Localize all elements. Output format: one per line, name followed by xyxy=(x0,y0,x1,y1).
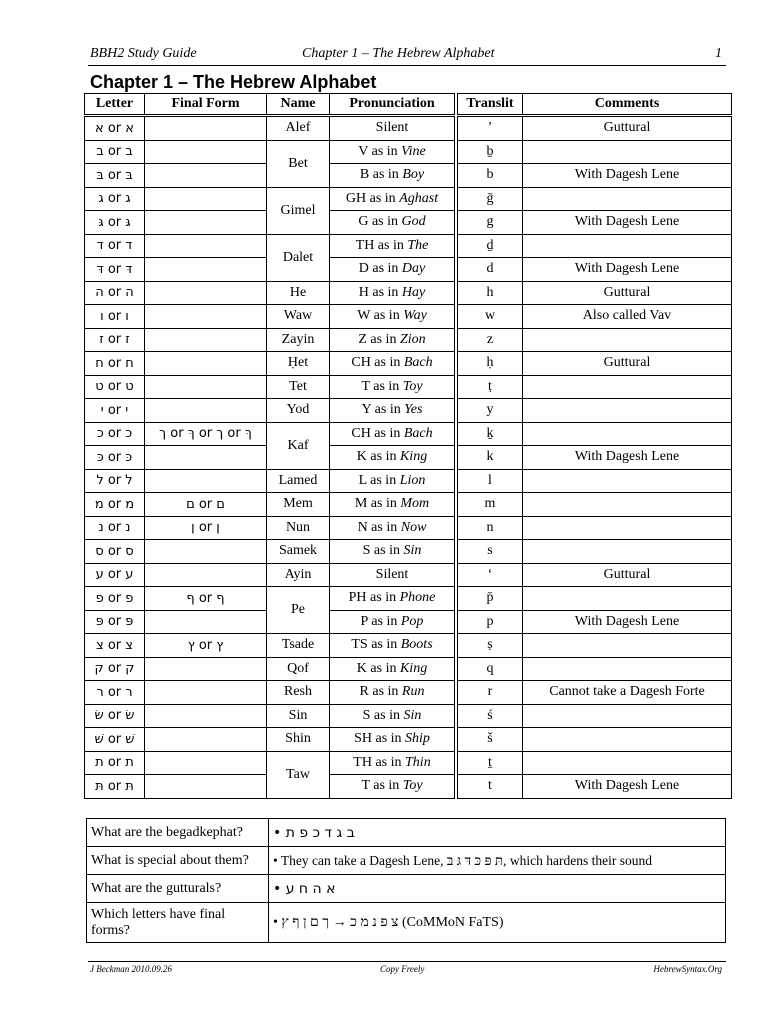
pronunciation-text: P as in xyxy=(360,613,401,629)
comment-cell xyxy=(523,328,732,352)
final-form-cell xyxy=(145,681,267,705)
qa-question: What is special about them? xyxy=(87,847,269,875)
pronunciation-cell xyxy=(330,516,455,540)
comment-cell xyxy=(523,422,732,446)
letter-cell: י or י xyxy=(85,399,145,423)
translit-cell: ḥ xyxy=(458,352,523,376)
final-form-cell xyxy=(145,164,267,188)
pronunciation-text: Y as in xyxy=(361,402,405,418)
translit-cell: g xyxy=(458,211,523,235)
letter-cell: שׁ or שׁ xyxy=(85,728,145,752)
comment-cell: With Dagesh Lene xyxy=(523,610,732,634)
comment-cell xyxy=(523,140,732,164)
comment-cell xyxy=(523,469,732,493)
letter-cell: גּ or גּ xyxy=(85,211,145,235)
pronunciation-example: Aghast xyxy=(399,190,439,206)
name-cell: Tet xyxy=(267,375,330,399)
qa-answer: • צ פ נ מ כ → ך ם ן ף ץ (CoMMoN FaTS) xyxy=(269,903,726,943)
pronunciation-text: D as in xyxy=(358,261,402,277)
pronunciation-cell xyxy=(330,469,455,493)
final-form-cell: ך or ךּ or ך or ךּ xyxy=(145,422,267,446)
table-row xyxy=(85,728,732,752)
name-cell: Bet xyxy=(267,140,330,187)
comment-cell xyxy=(523,704,732,728)
letter-cell: ט or ט xyxy=(85,375,145,399)
translit-cell: y xyxy=(458,399,523,423)
table-row xyxy=(85,610,732,634)
letter-cell: ס or ס xyxy=(85,540,145,564)
name-cell: Qof xyxy=(267,657,330,681)
page-header xyxy=(88,46,726,64)
letter-cell: נ or נ xyxy=(85,516,145,540)
comment-cell: With Dagesh Lene xyxy=(523,211,732,235)
footer-rule xyxy=(88,961,726,962)
table-row xyxy=(85,587,732,611)
pronunciation-cell xyxy=(330,211,455,235)
pronunciation-example: Lion xyxy=(399,472,426,488)
translit-cell: b xyxy=(458,164,523,188)
translit-cell: l xyxy=(458,469,523,493)
final-form-cell: ף or ף xyxy=(145,587,267,611)
translit-cell: w xyxy=(458,305,523,329)
pronunciation-cell xyxy=(330,634,455,658)
final-form-cell xyxy=(145,352,267,376)
final-form-cell xyxy=(145,563,267,587)
final-form-cell xyxy=(145,140,267,164)
final-form-cell xyxy=(145,187,267,211)
pronunciation-text: TH as in xyxy=(353,754,406,770)
letter-cell: ר or ר xyxy=(85,681,145,705)
comment-cell: Guttural xyxy=(523,281,732,305)
final-form-cell xyxy=(145,258,267,282)
name-cell: Gimel xyxy=(267,187,330,234)
column-header: Comments xyxy=(523,94,732,116)
pronunciation-example: King xyxy=(399,449,428,465)
pronunciation-example: Run xyxy=(401,684,425,700)
letter-cell: ק or ק xyxy=(85,657,145,681)
comment-cell xyxy=(523,375,732,399)
page-title: Chapter 1 – The Hebrew Alphabet xyxy=(90,72,377,92)
final-form-cell xyxy=(145,469,267,493)
table-row xyxy=(85,775,732,799)
qa-answer: • א ה ח ע xyxy=(269,875,726,903)
table-row xyxy=(85,399,732,423)
pronunciation-example: The xyxy=(407,237,429,253)
footer-left: J Beckman 2010.09.26 xyxy=(90,964,172,974)
final-form-cell xyxy=(145,211,267,235)
name-cell: Alef xyxy=(267,116,330,141)
letter-cell: ב or ב xyxy=(85,140,145,164)
footer-center: Copy Freely xyxy=(380,964,425,974)
column-header: Name xyxy=(267,94,330,116)
final-form-cell xyxy=(145,610,267,634)
pronunciation-cell xyxy=(330,540,455,564)
page-number: 1 xyxy=(715,46,722,61)
comment-cell xyxy=(523,728,732,752)
table-row xyxy=(85,657,732,681)
table-row xyxy=(85,352,732,376)
pronunciation-text: H as in xyxy=(358,284,402,300)
comment-cell xyxy=(523,234,732,258)
comment-cell: With Dagesh Lene xyxy=(523,258,732,282)
qa-row xyxy=(87,903,726,943)
table-row xyxy=(85,751,732,775)
translit-cell: d xyxy=(458,258,523,282)
name-cell: Waw xyxy=(267,305,330,329)
letter-cell: ל or ל xyxy=(85,469,145,493)
pronunciation-cell xyxy=(330,352,455,376)
pronunciation-example: Bach xyxy=(403,425,433,441)
final-form-cell xyxy=(145,234,267,258)
comment-cell xyxy=(523,187,732,211)
table-row xyxy=(85,211,732,235)
name-cell: Kaf xyxy=(267,422,330,469)
pronunciation-text: GH as in xyxy=(345,190,400,206)
comment-cell xyxy=(523,493,732,517)
translit-cell: ḏ xyxy=(458,234,523,258)
column-header: Letter xyxy=(85,94,145,116)
name-cell: Ḥet xyxy=(267,352,330,376)
pronunciation-cell xyxy=(330,446,455,470)
comment-cell: With Dagesh Lene xyxy=(523,446,732,470)
final-form-cell: ץ or ץ xyxy=(145,634,267,658)
table-row xyxy=(85,634,732,658)
comment-cell: Also called Vav xyxy=(523,305,732,329)
name-cell: Nun xyxy=(267,516,330,540)
translit-cell: z xyxy=(458,328,523,352)
letter-cell: ה or ה xyxy=(85,281,145,305)
pronunciation-example: God xyxy=(401,214,426,230)
translit-cell: ḡ xyxy=(458,187,523,211)
comment-cell xyxy=(523,751,732,775)
pronunciation-cell xyxy=(330,375,455,399)
table-row xyxy=(85,493,732,517)
translit-cell: m xyxy=(458,493,523,517)
pronunciation-cell xyxy=(330,657,455,681)
final-form-cell: ם or ם xyxy=(145,493,267,517)
final-form-cell xyxy=(145,540,267,564)
table-row xyxy=(85,681,732,705)
letter-cell: שׂ or שׂ xyxy=(85,704,145,728)
qa-answer: • ב ג ד כ פ ת xyxy=(269,819,726,847)
pronunciation-text: S as in xyxy=(362,707,404,723)
letter-cell: ו or ו xyxy=(85,305,145,329)
table-row xyxy=(85,116,732,141)
translit-cell: r xyxy=(458,681,523,705)
comment-cell: With Dagesh Lene xyxy=(523,164,732,188)
letter-cell: כּ or כּ xyxy=(85,446,145,470)
comment-cell xyxy=(523,540,732,564)
table-row xyxy=(85,422,732,446)
pronunciation-cell xyxy=(330,164,455,188)
name-cell: Samek xyxy=(267,540,330,564)
column-header: Translit xyxy=(458,94,523,116)
header-left: BBH2 Study Guide xyxy=(90,46,197,61)
translit-cell: k xyxy=(458,446,523,470)
translit-cell: ś xyxy=(458,704,523,728)
translit-cell: ḵ xyxy=(458,422,523,446)
pronunciation-example: Zion xyxy=(399,331,426,347)
table-row xyxy=(85,164,732,188)
pronunciation-text: W as in xyxy=(357,308,404,324)
name-cell: He xyxy=(267,281,330,305)
name-cell: Ayin xyxy=(267,563,330,587)
pronunciation-cell xyxy=(330,116,455,141)
translit-cell: ṯ xyxy=(458,751,523,775)
pronunciation-example: Toy xyxy=(402,778,423,794)
table-row xyxy=(85,258,732,282)
table-row xyxy=(85,704,732,728)
pronunciation-text: SH as in xyxy=(354,731,406,747)
letter-cell: ד or ד xyxy=(85,234,145,258)
final-form-cell xyxy=(145,704,267,728)
pronunciation-cell xyxy=(330,258,455,282)
final-form-cell xyxy=(145,728,267,752)
pronunciation-example: Sin xyxy=(403,707,422,723)
letter-cell: ת or ת xyxy=(85,751,145,775)
qa-question: Which letters have final forms? xyxy=(87,903,269,943)
pronunciation-example: Pop xyxy=(400,613,424,629)
pronunciation-example: Yes xyxy=(404,402,423,418)
comment-cell: Guttural xyxy=(523,116,732,141)
qa-row xyxy=(87,847,726,875)
final-form-cell xyxy=(145,375,267,399)
final-form-cell: ן or ן xyxy=(145,516,267,540)
pronunciation-cell xyxy=(330,681,455,705)
letter-cell: ע or ע xyxy=(85,563,145,587)
translit-cell: ḇ xyxy=(458,140,523,164)
header-rule xyxy=(88,65,726,66)
translit-cell: ’ xyxy=(458,116,523,141)
pronunciation-example: Day xyxy=(401,261,426,277)
name-cell: Mem xyxy=(267,493,330,517)
comment-cell xyxy=(523,634,732,658)
pronunciation-example: Bach xyxy=(403,355,433,371)
translit-cell: ‘ xyxy=(458,563,523,587)
pronunciation-example: Hay xyxy=(401,284,426,300)
final-form-cell xyxy=(145,751,267,775)
name-cell: Resh xyxy=(267,681,330,705)
pronunciation-example: Way xyxy=(403,308,427,324)
comment-cell: Cannot take a Dagesh Forte xyxy=(523,681,732,705)
final-form-cell xyxy=(145,399,267,423)
pronunciation-text: CH as in xyxy=(351,425,404,441)
comment-cell xyxy=(523,516,732,540)
pronunciation-cell xyxy=(330,563,455,587)
letter-cell: פּ or פּ xyxy=(85,610,145,634)
translit-cell: p xyxy=(458,610,523,634)
qa-answer: • They can take a Dagesh Lene, תּ פּ כּ דּ גּ בּ, which hardens their sound xyxy=(269,847,726,875)
page-footer xyxy=(88,964,726,978)
pronunciation-text: S as in xyxy=(362,543,404,559)
pronunciation-cell xyxy=(330,775,455,799)
letter-cell: כ or כ xyxy=(85,422,145,446)
pronunciation-text: Z as in xyxy=(358,331,400,347)
final-form-cell xyxy=(145,116,267,141)
pronunciation-cell xyxy=(330,751,455,775)
letter-cell: א or א xyxy=(85,116,145,141)
pronunciation-example: Vine xyxy=(401,143,426,159)
letter-cell: צ or צ xyxy=(85,634,145,658)
translit-cell: n xyxy=(458,516,523,540)
pronunciation-text: M as in xyxy=(354,496,401,512)
column-header: Pronunciation xyxy=(330,94,455,116)
comment-cell: Guttural xyxy=(523,352,732,376)
table-row xyxy=(85,563,732,587)
pronunciation-text: K as in xyxy=(356,660,400,676)
pronunciation-cell xyxy=(330,399,455,423)
table-row xyxy=(85,281,732,305)
pronunciation-text: B as in xyxy=(359,167,403,183)
pronunciation-text: Silent xyxy=(375,120,409,136)
pronunciation-text: TH as in xyxy=(355,237,408,253)
pronunciation-example: King xyxy=(399,660,428,676)
pronunciation-text: L as in xyxy=(358,472,400,488)
pronunciation-text: Silent xyxy=(375,566,409,582)
pronunciation-text: PH as in xyxy=(348,590,400,606)
name-cell: Tsade xyxy=(267,634,330,658)
pronunciation-text: CH as in xyxy=(351,355,404,371)
name-cell: Zayin xyxy=(267,328,330,352)
pronunciation-text: T as in xyxy=(361,378,403,394)
letter-cell: דּ or דּ xyxy=(85,258,145,282)
table-row xyxy=(85,469,732,493)
comment-cell xyxy=(523,399,732,423)
pronunciation-example: Thin xyxy=(405,754,431,770)
name-cell: Sin xyxy=(267,704,330,728)
name-cell: Pe xyxy=(267,587,330,634)
pronunciation-cell xyxy=(330,187,455,211)
table-header-row xyxy=(85,94,732,116)
table-row xyxy=(85,140,732,164)
translit-cell: ṭ xyxy=(458,375,523,399)
pronunciation-cell xyxy=(330,281,455,305)
pronunciation-text: TS as in xyxy=(351,637,401,653)
translit-cell: p̄ xyxy=(458,587,523,611)
translit-cell: h xyxy=(458,281,523,305)
name-cell: Lamed xyxy=(267,469,330,493)
name-cell: Dalet xyxy=(267,234,330,281)
table-row xyxy=(85,234,732,258)
name-cell: Taw xyxy=(267,751,330,798)
final-form-cell xyxy=(145,328,267,352)
pronunciation-text: N as in xyxy=(357,519,401,535)
letter-cell: פ or פ xyxy=(85,587,145,611)
qa-question: What are the gutturals? xyxy=(87,875,269,903)
comment-cell: Guttural xyxy=(523,563,732,587)
pronunciation-example: Boy xyxy=(402,167,425,183)
table-row xyxy=(85,540,732,564)
qa-table xyxy=(86,818,726,943)
final-form-cell xyxy=(145,281,267,305)
pronunciation-cell xyxy=(330,140,455,164)
pronunciation-cell xyxy=(330,234,455,258)
final-form-cell xyxy=(145,446,267,470)
qa-row xyxy=(87,819,726,847)
table-row xyxy=(85,328,732,352)
pronunciation-cell xyxy=(330,704,455,728)
pronunciation-cell xyxy=(330,305,455,329)
name-cell: Yod xyxy=(267,399,330,423)
letter-cell: ח or ח xyxy=(85,352,145,376)
comment-cell: With Dagesh Lene xyxy=(523,775,732,799)
alphabet-table xyxy=(84,93,732,799)
pronunciation-example: Ship xyxy=(405,731,430,747)
letter-cell: ג or ג xyxy=(85,187,145,211)
pronunciation-cell xyxy=(330,493,455,517)
pronunciation-example: Sin xyxy=(403,543,422,559)
pronunciation-text: T as in xyxy=(361,778,403,794)
comment-cell xyxy=(523,587,732,611)
final-form-cell xyxy=(145,305,267,329)
translit-cell: t xyxy=(458,775,523,799)
pronunciation-text: V as in xyxy=(358,143,402,159)
pronunciation-cell xyxy=(330,328,455,352)
column-header: Final Form xyxy=(145,94,267,116)
table-row xyxy=(85,187,732,211)
table-row xyxy=(85,305,732,329)
table-row xyxy=(85,446,732,470)
letter-cell: תּ or תּ xyxy=(85,775,145,799)
final-form-cell xyxy=(145,775,267,799)
letter-cell: ז or ז xyxy=(85,328,145,352)
translit-cell: q xyxy=(458,657,523,681)
translit-cell: š xyxy=(458,728,523,752)
name-cell: Shin xyxy=(267,728,330,752)
header-center: Chapter 1 – The Hebrew Alphabet xyxy=(302,46,495,61)
pronunciation-text: G as in xyxy=(358,214,402,230)
table-row xyxy=(85,516,732,540)
pronunciation-cell xyxy=(330,728,455,752)
footer-right: HebrewSyntax.Org xyxy=(653,964,722,974)
pronunciation-example: Phone xyxy=(399,590,436,606)
final-form-cell xyxy=(145,657,267,681)
pronunciation-example: Toy xyxy=(402,378,423,394)
qa-question: What are the begadkephat? xyxy=(87,819,269,847)
pronunciation-example: Boots xyxy=(400,637,433,653)
pronunciation-text: R as in xyxy=(359,684,402,700)
pronunciation-cell xyxy=(330,610,455,634)
pronunciation-text: K as in xyxy=(356,449,400,465)
table-row xyxy=(85,375,732,399)
pronunciation-cell xyxy=(330,587,455,611)
pronunciation-example: Now xyxy=(400,519,427,535)
pronunciation-cell xyxy=(330,422,455,446)
comment-cell xyxy=(523,657,732,681)
translit-cell: s xyxy=(458,540,523,564)
translit-cell: ṣ xyxy=(458,634,523,658)
pronunciation-example: Mom xyxy=(400,496,430,512)
letter-cell: מ or מ xyxy=(85,493,145,517)
qa-row xyxy=(87,875,726,903)
letter-cell: בּ or בּ xyxy=(85,164,145,188)
